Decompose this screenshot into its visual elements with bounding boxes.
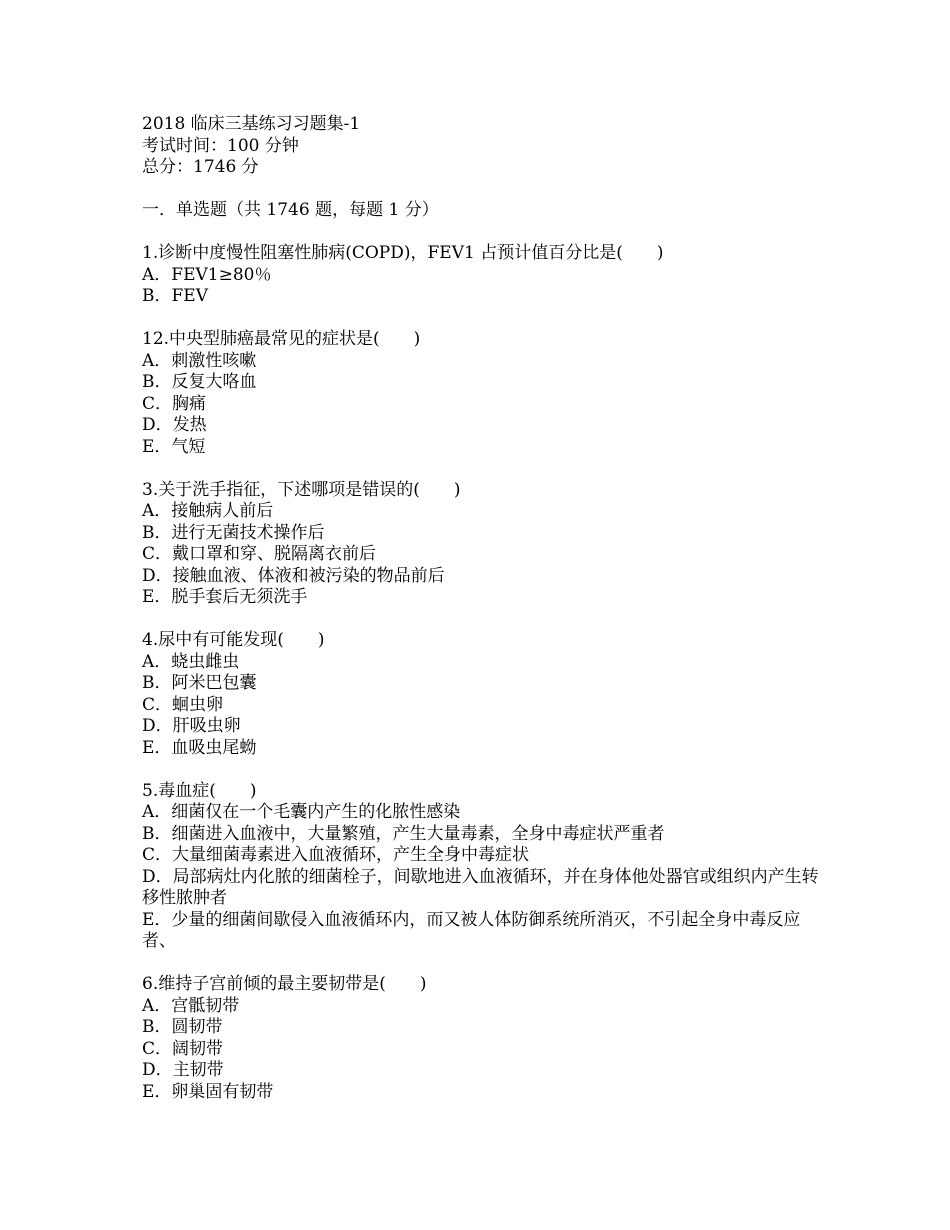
option-item: C．胸痛 [142,393,207,414]
spacer [142,308,822,330]
option-item: D．肝吸虫卵 [142,716,241,736]
option-item: C．阔韧带 [142,1038,224,1059]
spacer [142,458,822,480]
option-item: C．蛔虫卵 [142,694,224,715]
option-item: D．发热 [142,415,207,435]
option-item: E．脱手套后无须洗手 [142,587,308,607]
spacer [142,759,822,781]
option-item: D．主韧带 [142,1060,224,1080]
option-list [142,996,822,1104]
option-item: C．大量细菌毒素进入血液循环，产生全身中毒症状 [142,845,530,865]
document-title: 2018 临床三基练习习题集-1 [142,114,361,134]
option-item: D．接触血液、体液和被污染的物品前后 [142,565,445,586]
option-list [142,652,822,760]
question-block [142,480,822,609]
exam-time: 考试时间：100 分钟 [142,135,299,156]
option-item: D．局部病灶内化脓的细菌栓子，间歇地进入血液循环，并在身体他处器官或组织内产生转移性脓肿者 [142,866,819,908]
question-stem: 3.关于洗手指征，下述哪项是错误的( ) [142,479,461,500]
option-item: E．气短 [142,436,206,457]
question-stem: 4.尿中有可能发现( ) [142,630,325,650]
option-item: A．细菌仅在一个毛囊内产生的化脓性感染 [142,802,461,822]
option-list [142,501,822,609]
question-stem: 5.毒血症( ) [142,780,257,801]
option-item: B．细菌进入血液中，大量繁殖，产生大量毒素，全身中毒症状严重者 [142,823,665,844]
option-item: A．蛲虫雌虫 [142,651,240,672]
option-item: A．刺激性咳嗽 [142,350,257,371]
option-item: B．进行无菌技术操作后 [142,522,325,543]
document-page [142,114,822,1103]
option-item: E．血吸虫尾蚴 [142,737,257,758]
spacer [142,953,822,975]
option-item: B．圆韧带 [142,1017,223,1037]
spacer [142,222,822,244]
option-list [142,802,822,953]
spacer [142,179,822,201]
option-item: A．FEV1≥80％ [142,264,272,285]
question-block [142,781,822,953]
option-item: C．戴口罩和穿、脱隔离衣前后 [142,544,377,564]
option-item: E．卵巢固有韧带 [142,1081,274,1102]
option-item: A．接触病人前后 [142,501,274,521]
spacer [142,609,822,631]
option-item: B．反复大咯血 [142,372,257,392]
question-stem: 6.维持子宫前倾的最主要韧带是( ) [142,974,427,994]
total-score: 总分：1746 分 [142,157,259,177]
option-list [142,265,822,308]
option-item: A．宫骶韧带 [142,995,240,1016]
option-item: B．FEV [142,286,208,306]
question-block [142,974,822,1103]
section-heading: 一．单选题（共 1746 题，每题 1 分） [142,200,439,220]
option-list [142,351,822,459]
question-block [142,329,822,458]
option-item: B．阿米巴包囊 [142,673,257,693]
question-block [142,243,822,308]
question-stem: 1.诊断中度慢性阻塞性肺病(COPD)，FEV1 占预计值百分比是( ) [142,243,664,263]
option-item: E．少量的细菌间歇侵入血液循环内，而又被人体防御系统所消灭，不引起全身中毒反应者、 [142,909,801,951]
question-block [142,630,822,759]
question-stem: 12.中央型肺癌最常见的症状是( ) [142,329,421,349]
